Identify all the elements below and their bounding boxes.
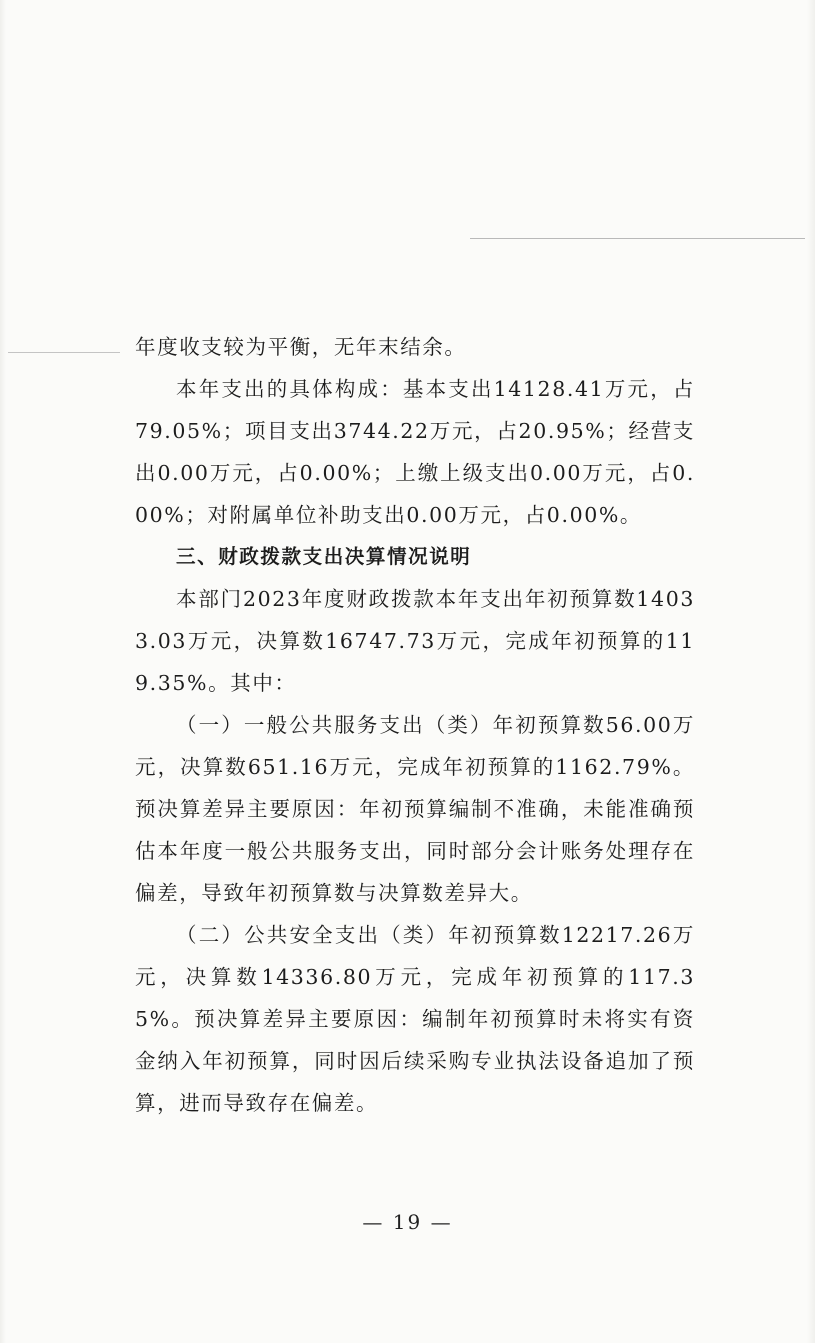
section-heading: 三、财政拨款支出决算情况说明 bbox=[176, 545, 472, 568]
scan-edge-right bbox=[807, 0, 815, 1343]
paragraph-continuation: 年度收支较为平衡，无年末结余。 bbox=[135, 335, 467, 359]
paragraph-fiscal-overview: 本部门2023年度财政拨款本年支出年初预算数14033.03万元，决算数16747.73万元，完成年初预算的119.35%。其中： bbox=[135, 587, 695, 695]
scan-edge-left bbox=[0, 0, 6, 1343]
paragraph-public-security: （二）公共安全支出（类）年初预算数12217.26万元，决算数14336.80万元，完成年初预算的117.35%。预决算差异主要原因：编制年初预算时未将实有资金纳入年初预算，同时因后续采购专业执法设备追加了预算，进而导致存在偏差。 bbox=[135, 923, 695, 1115]
paragraph-general-public-services: （一）一般公共服务支出（类）年初预算数56.00万元，决算数651.16万元，完成年初预算的1162.79%。预决算差异主要原因：年初预算编制不准确，未能准确预估本年度一般公共服务支出，同时部分会计账务处理存在偏差，导致年初预算数与决算数差异大。 bbox=[135, 713, 695, 905]
document-body bbox=[135, 326, 695, 1124]
scan-artifact-line bbox=[8, 352, 120, 353]
paragraph-expenditure-composition: 本年支出的具体构成：基本支出14128.41万元，占79.05%；项目支出3744.22万元，占20.95%；经营支出0.00万元，占0.00%；上缴上级支出0.00万元，占0.00%；对附属单位补助支出0.00万元，占0.00%。 bbox=[135, 377, 695, 527]
page-number: — 19 — bbox=[362, 1210, 453, 1234]
scan-artifact-line bbox=[470, 238, 805, 239]
